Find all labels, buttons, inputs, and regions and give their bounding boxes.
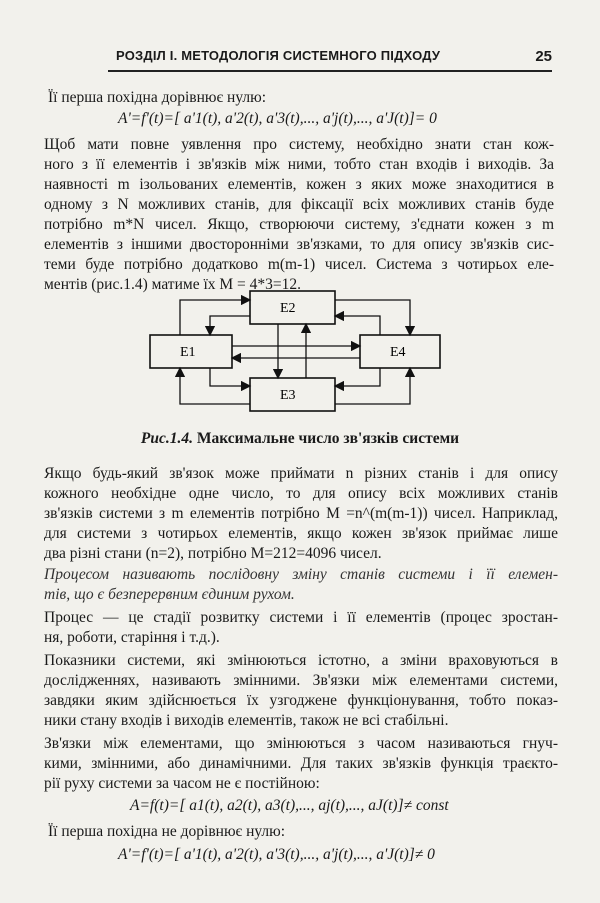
link-e2-e4 [335, 300, 410, 335]
text-line: Зв'язки між елементами, що змінюються з часом називаються гнуч- [44, 735, 558, 752]
text-line: завдяки яким здійснюється їх узгоджене функціонування, тобто показ- [44, 692, 558, 709]
link-e1-e2 [180, 300, 250, 335]
node-e1-label: E1 [180, 345, 196, 360]
text-line: ного з її елементів і зв'язків між ними, тобто стан входів і виходів. За [44, 156, 554, 173]
first-derivative-intro: Її перша похідна дорівнює нулю: [48, 89, 267, 106]
text-line: кими, змінними, або динамічними. Для таких зв'язків функція траєкто- [44, 755, 558, 772]
figure-caption [0, 430, 600, 448]
link-e2-e1 [210, 316, 250, 335]
text-line: тів, що є безперервним єдиним рухом. [44, 586, 295, 603]
first-derivative-nonzero-intro: Її перша похідна не дорівнює нулю: [48, 823, 286, 840]
system-links-diagram [140, 288, 480, 423]
link-e4-e3 [335, 368, 380, 386]
chapter-title: РОЗДІЛ І. МЕТОДОЛОГІЯ СИСТЕМНОГО ПІДХОДУ [116, 48, 441, 63]
text-line: теми буде потрібно додатково m(m-1) чисел. Система з чотирьох еле- [44, 256, 554, 273]
formula-trajectory-not-const: A=f(t)=[ a1(t), a2(t), a3(t),..., aj(t),..., aJ(t)]≠ const [130, 797, 449, 814]
figure-title: Максимальне число зв'язків системи [196, 430, 460, 447]
text-line: ментів (рис.1.4) матиме їх M = 4*3=12. [44, 276, 302, 293]
text-line: дослідженнях, називають змінними. Зв'язки між елементами системи, [44, 672, 558, 689]
text-line: наявності m ізольованих елементів, кожен з яких може знаходитися в [44, 176, 554, 193]
text-line: рії руху системи за часом не є постійною: [44, 775, 320, 792]
text-line: потрібно m*N чисел. Якщо, створюючи систему, з'єднати кожен з m [44, 216, 554, 233]
text-line: одному з N можливих станів, для фіксації всіх можливих станів буде [44, 196, 554, 213]
node-e3-label: E3 [280, 388, 296, 403]
link-e1-e3 [210, 368, 250, 386]
text-line: два різні стани (n=2), потрібно M=212=4096 чисел. [44, 545, 382, 562]
text-line: зв'язків системи з m елементів потрібно M =n^(m(m-1)) чисел. Наприклад, [44, 505, 558, 522]
text-line: кожного необхідне одне число, то для опису всіх можливих станів [44, 485, 558, 502]
text-line: Якщо будь-який зв'язок може приймати n різних станів і для опису [44, 465, 558, 482]
figure-label: Рис.1.4. [140, 430, 193, 447]
text-line: Показники системи, які змінюються істотно, а зміни враховуються в [44, 652, 558, 669]
node-e2-label: E2 [280, 301, 296, 316]
node-e4-label: E4 [390, 345, 406, 360]
text-line: ники стану входів і виходів елементів, також не всі стабільні. [44, 712, 449, 729]
formula-derivative-zero: A'=f'(t)=[ a'1(t), a'2(t), a'3(t),..., a'j(t),..., a'J(t)]= 0 [118, 110, 437, 127]
text-line: ня, роботи, старіння і т.д.). [44, 629, 220, 646]
link-e4-e2 [335, 316, 380, 335]
text-line: Процес — це стадії розвитку системи і її елементів (процес зростан- [44, 609, 558, 626]
text-line: Щоб мати повне уявлення про систему, необхідно знати стан кож- [44, 136, 554, 153]
text-line: Процесом називають послідовну зміну станів системи і її елемен- [44, 566, 558, 583]
text-line: елементів з іншими двосторонніми зв'язками, то для опису зв'язків сис- [44, 236, 554, 253]
running-header [108, 44, 552, 72]
page-number: 25 [535, 48, 552, 65]
text-line: для системи з чотирьох елементів, якщо кожен зв'язок приймає лише [44, 525, 558, 542]
formula-derivative-nonzero: A'=f'(t)=[ a'1(t), a'2(t), a'3(t),..., a'j(t),..., a'J(t)]≠ 0 [118, 846, 435, 863]
